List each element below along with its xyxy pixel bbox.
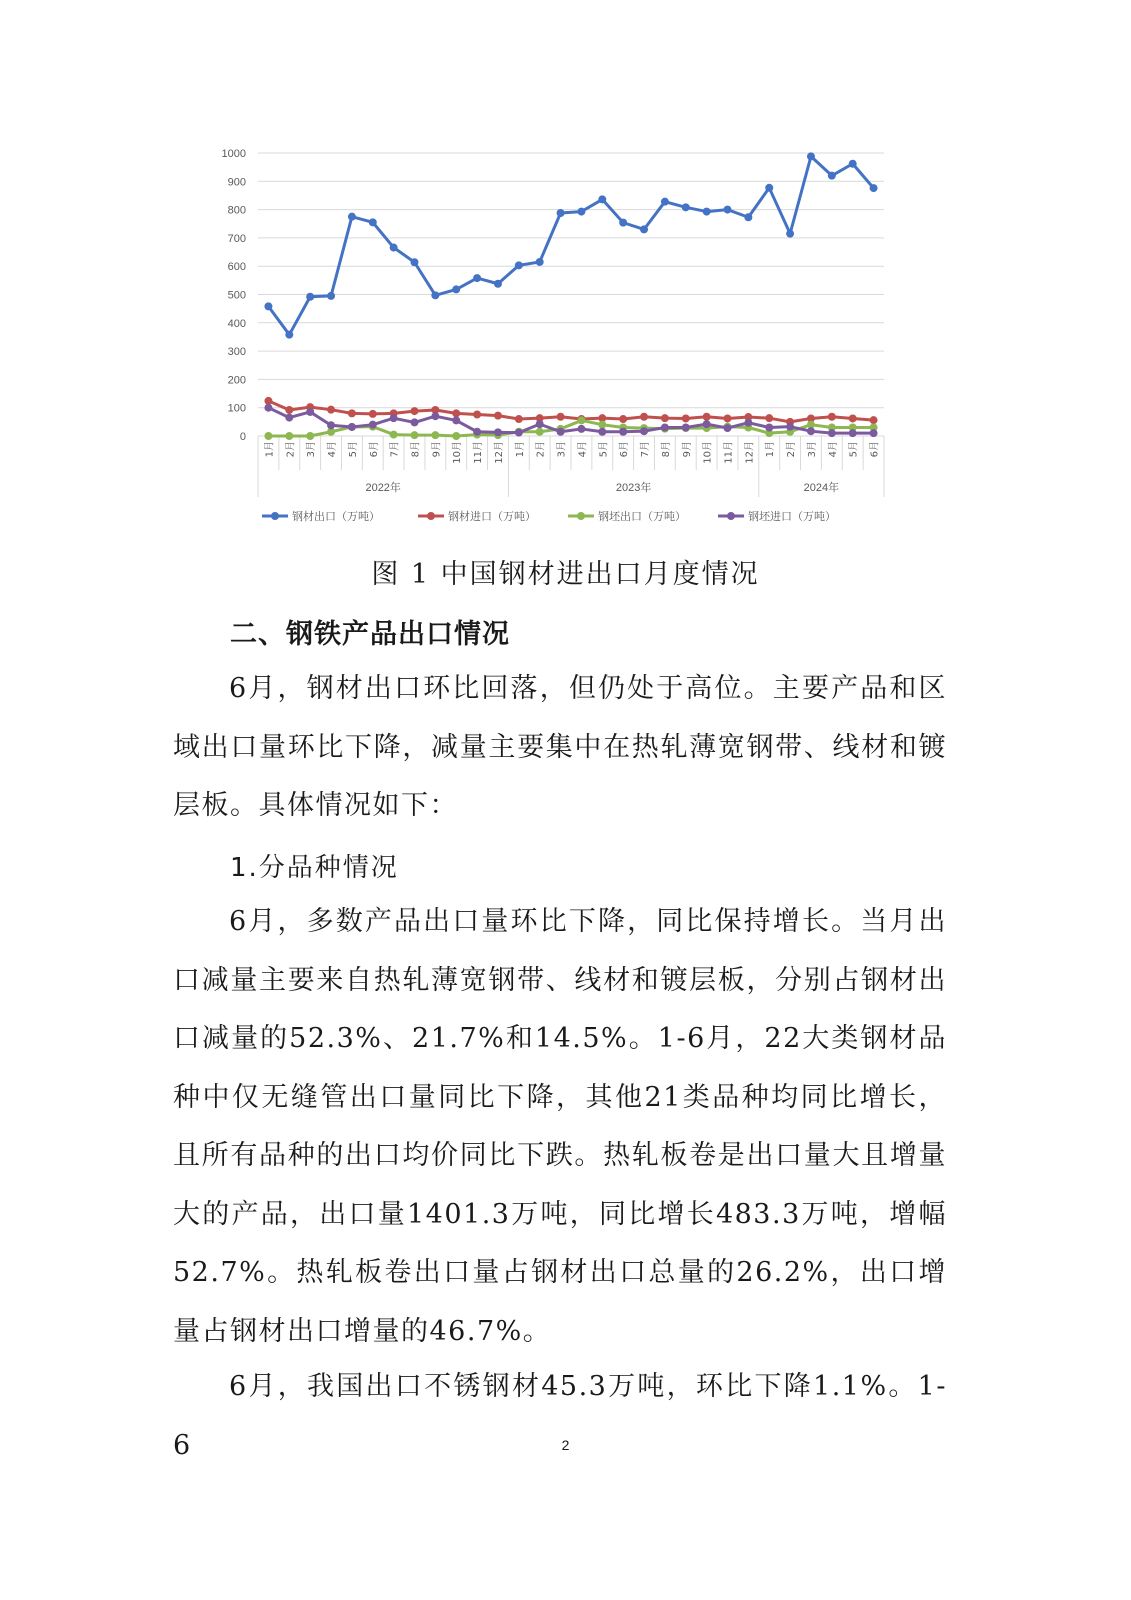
y-tick-label: 0 <box>239 431 246 443</box>
data-point <box>577 425 585 433</box>
data-point <box>536 428 544 436</box>
x-month-label: 4月 <box>577 441 589 458</box>
data-point <box>515 429 523 437</box>
x-month-label: 8月 <box>660 441 672 458</box>
data-point <box>870 416 878 424</box>
data-point <box>619 219 627 227</box>
data-point <box>536 258 544 266</box>
data-point <box>849 414 857 422</box>
data-point <box>348 423 356 431</box>
data-point <box>515 415 523 423</box>
year-group-label: 2024年 <box>803 482 840 494</box>
data-point <box>661 198 669 206</box>
data-point <box>557 413 565 421</box>
data-point <box>703 413 711 421</box>
y-tick-label: 700 <box>227 232 246 245</box>
chart-y-axis <box>222 148 246 443</box>
data-point <box>452 432 460 440</box>
chart-legend <box>262 509 836 523</box>
data-point <box>828 172 836 180</box>
y-tick-label: 1000 <box>221 148 246 160</box>
data-point <box>870 429 878 437</box>
legend-label: 钢坯进口（万吨） <box>748 510 836 523</box>
data-point <box>411 258 419 266</box>
x-month-label: 11月 <box>473 441 485 464</box>
y-tick-label: 800 <box>227 204 246 217</box>
data-point <box>598 428 606 436</box>
data-point <box>264 432 272 440</box>
data-point <box>724 414 732 422</box>
y-tick-label: 500 <box>227 289 246 302</box>
data-point <box>807 152 815 160</box>
data-point <box>473 428 481 436</box>
data-point <box>431 431 439 439</box>
data-point <box>452 285 460 293</box>
data-point <box>577 416 585 424</box>
data-point <box>473 274 481 282</box>
data-point <box>452 416 460 424</box>
x-month-label: 8月 <box>410 441 422 458</box>
x-month-label: 2月 <box>786 441 798 458</box>
data-point <box>849 429 857 437</box>
data-point <box>536 420 544 428</box>
data-point <box>494 412 502 420</box>
x-month-label: 7月 <box>389 441 401 458</box>
x-month-label: 11月 <box>723 441 735 464</box>
x-month-label: 5月 <box>848 441 860 458</box>
x-month-label: 9月 <box>681 441 693 458</box>
data-point <box>390 244 398 252</box>
data-point <box>598 421 606 429</box>
series-钢材出口（万吨） <box>264 152 877 338</box>
data-point <box>724 206 732 214</box>
data-point <box>390 431 398 439</box>
data-point <box>390 414 398 422</box>
data-point <box>306 408 314 416</box>
data-point <box>264 404 272 412</box>
legend-marker <box>577 512 585 520</box>
section-title: 二、钢铁产品出口情况 <box>230 619 510 650</box>
y-tick-label: 600 <box>227 261 246 274</box>
x-month-label: 5月 <box>347 441 359 458</box>
y-tick-label: 200 <box>227 374 246 387</box>
data-point <box>285 432 293 440</box>
data-point <box>765 424 773 432</box>
data-point <box>786 230 794 238</box>
data-point <box>661 424 669 432</box>
data-point <box>411 407 419 415</box>
data-point <box>411 418 419 426</box>
data-point <box>682 424 690 432</box>
x-month-label: 3月 <box>806 441 818 458</box>
x-month-label: 4月 <box>827 441 839 458</box>
x-month-label: 2月 <box>285 441 297 458</box>
legend-marker <box>727 512 735 520</box>
data-point <box>786 423 794 431</box>
x-month-label: 5月 <box>598 441 610 458</box>
x-month-label: 1月 <box>264 441 276 458</box>
x-month-label: 6月 <box>869 441 881 458</box>
y-tick-label: 300 <box>227 346 246 359</box>
chart-gridlines <box>258 153 884 436</box>
chart-x-axis <box>258 436 884 497</box>
data-point <box>828 429 836 437</box>
x-month-label: 9月 <box>431 441 443 458</box>
data-point <box>369 421 377 429</box>
data-point <box>348 213 356 221</box>
x-month-label: 10月 <box>452 441 464 464</box>
year-group-label: 2023年 <box>615 482 652 494</box>
data-point <box>494 280 502 288</box>
data-point <box>557 209 565 217</box>
data-point <box>640 427 648 435</box>
x-month-label: 1月 <box>514 441 526 458</box>
legend-label: 钢材出口（万吨） <box>292 510 380 523</box>
data-point <box>744 213 752 221</box>
data-point <box>285 414 293 422</box>
data-point <box>306 293 314 301</box>
legend-label: 钢坯出口（万吨） <box>598 510 686 523</box>
legend-marker <box>427 512 435 520</box>
x-month-label: 1月 <box>765 441 777 458</box>
series-line <box>268 401 873 422</box>
data-point <box>849 160 857 168</box>
page-number: 2 <box>561 1437 570 1453</box>
data-point <box>411 431 419 439</box>
year-group-label: 2022年 <box>365 482 401 494</box>
data-point <box>285 331 293 339</box>
legend-marker <box>271 512 279 520</box>
data-point <box>703 208 711 216</box>
series-line <box>268 156 873 334</box>
x-month-label: 6月 <box>368 441 380 458</box>
data-point <box>744 419 752 427</box>
chart-series-group <box>264 152 877 440</box>
data-point <box>682 414 690 422</box>
x-month-label: 4月 <box>327 441 339 458</box>
subsection-title: 1.分品种情况 <box>230 853 399 883</box>
data-point <box>369 218 377 226</box>
data-point <box>724 424 732 432</box>
data-point <box>431 291 439 299</box>
figure-caption: 图 1 中国钢材进出口月度情况 <box>371 559 760 590</box>
y-tick-label: 400 <box>227 317 246 330</box>
paragraph-1: 6月，钢材出口环比回落，但仍处于高位。主要产品和区域出口量环比下降，减量主要集中在热轧薄宽钢带、线材和镀层板。具体情况如下： <box>173 673 947 821</box>
data-point <box>598 195 606 203</box>
data-point <box>703 420 711 428</box>
data-point <box>327 421 335 429</box>
data-point <box>327 292 335 300</box>
data-point <box>348 409 356 417</box>
y-tick-label: 900 <box>227 176 246 189</box>
x-month-label: 2月 <box>535 441 547 458</box>
data-point <box>473 410 481 418</box>
x-month-label: 12月 <box>493 441 505 464</box>
data-point <box>515 261 523 269</box>
data-point <box>431 412 439 420</box>
x-month-label: 7月 <box>640 441 652 458</box>
data-point <box>577 208 585 216</box>
data-point <box>661 414 669 422</box>
paragraph-2: 6月，多数产品出口量环比下降，同比保持增长。当月出口减量主要来自热轧薄宽钢带、线材和镀层板，分别占钢材出口减量的52.3%、21.7%和14.5%。1-6月，22大类钢材品种中仅无缝管出口量同比下降，其他21类品种均同比增长，且所有品种的出口均价同比下跌。热轧板卷是出口量大且增量大的产品，出口量1401.3万吨，同比增长483.3万吨，增幅52.7%。热轧板卷出口量占钢材出口总量的26.2%，出口增量占钢材出口增量的46.7%。 <box>173 906 947 1347</box>
data-point <box>494 428 502 436</box>
paragraph-3: 6月，我国出口不锈钢材45.3万吨，环比下降1.1%。1-6 <box>173 1371 947 1461</box>
data-point <box>640 225 648 233</box>
data-point <box>306 432 314 440</box>
data-point <box>619 428 627 436</box>
data-point <box>870 184 878 192</box>
data-point <box>807 427 815 435</box>
x-month-label: 10月 <box>702 441 714 464</box>
series-钢材进口（万吨） <box>264 397 877 426</box>
x-month-label: 3月 <box>306 441 318 458</box>
data-point <box>640 413 648 421</box>
legend-label: 钢材进口（万吨） <box>448 510 536 523</box>
data-point <box>765 184 773 192</box>
x-month-label: 3月 <box>556 441 568 458</box>
data-point <box>452 409 460 417</box>
data-point <box>619 415 627 423</box>
x-month-label: 6月 <box>619 441 631 458</box>
data-point <box>828 413 836 421</box>
data-point <box>765 414 773 422</box>
data-point <box>327 406 335 414</box>
data-point <box>369 410 377 418</box>
data-point <box>264 302 272 310</box>
data-point <box>557 428 565 436</box>
steel-trade-line-chart <box>0 0 1131 540</box>
data-point <box>285 406 293 414</box>
x-month-label: 12月 <box>744 441 756 464</box>
y-tick-label: 100 <box>227 402 246 415</box>
data-point <box>682 203 690 211</box>
